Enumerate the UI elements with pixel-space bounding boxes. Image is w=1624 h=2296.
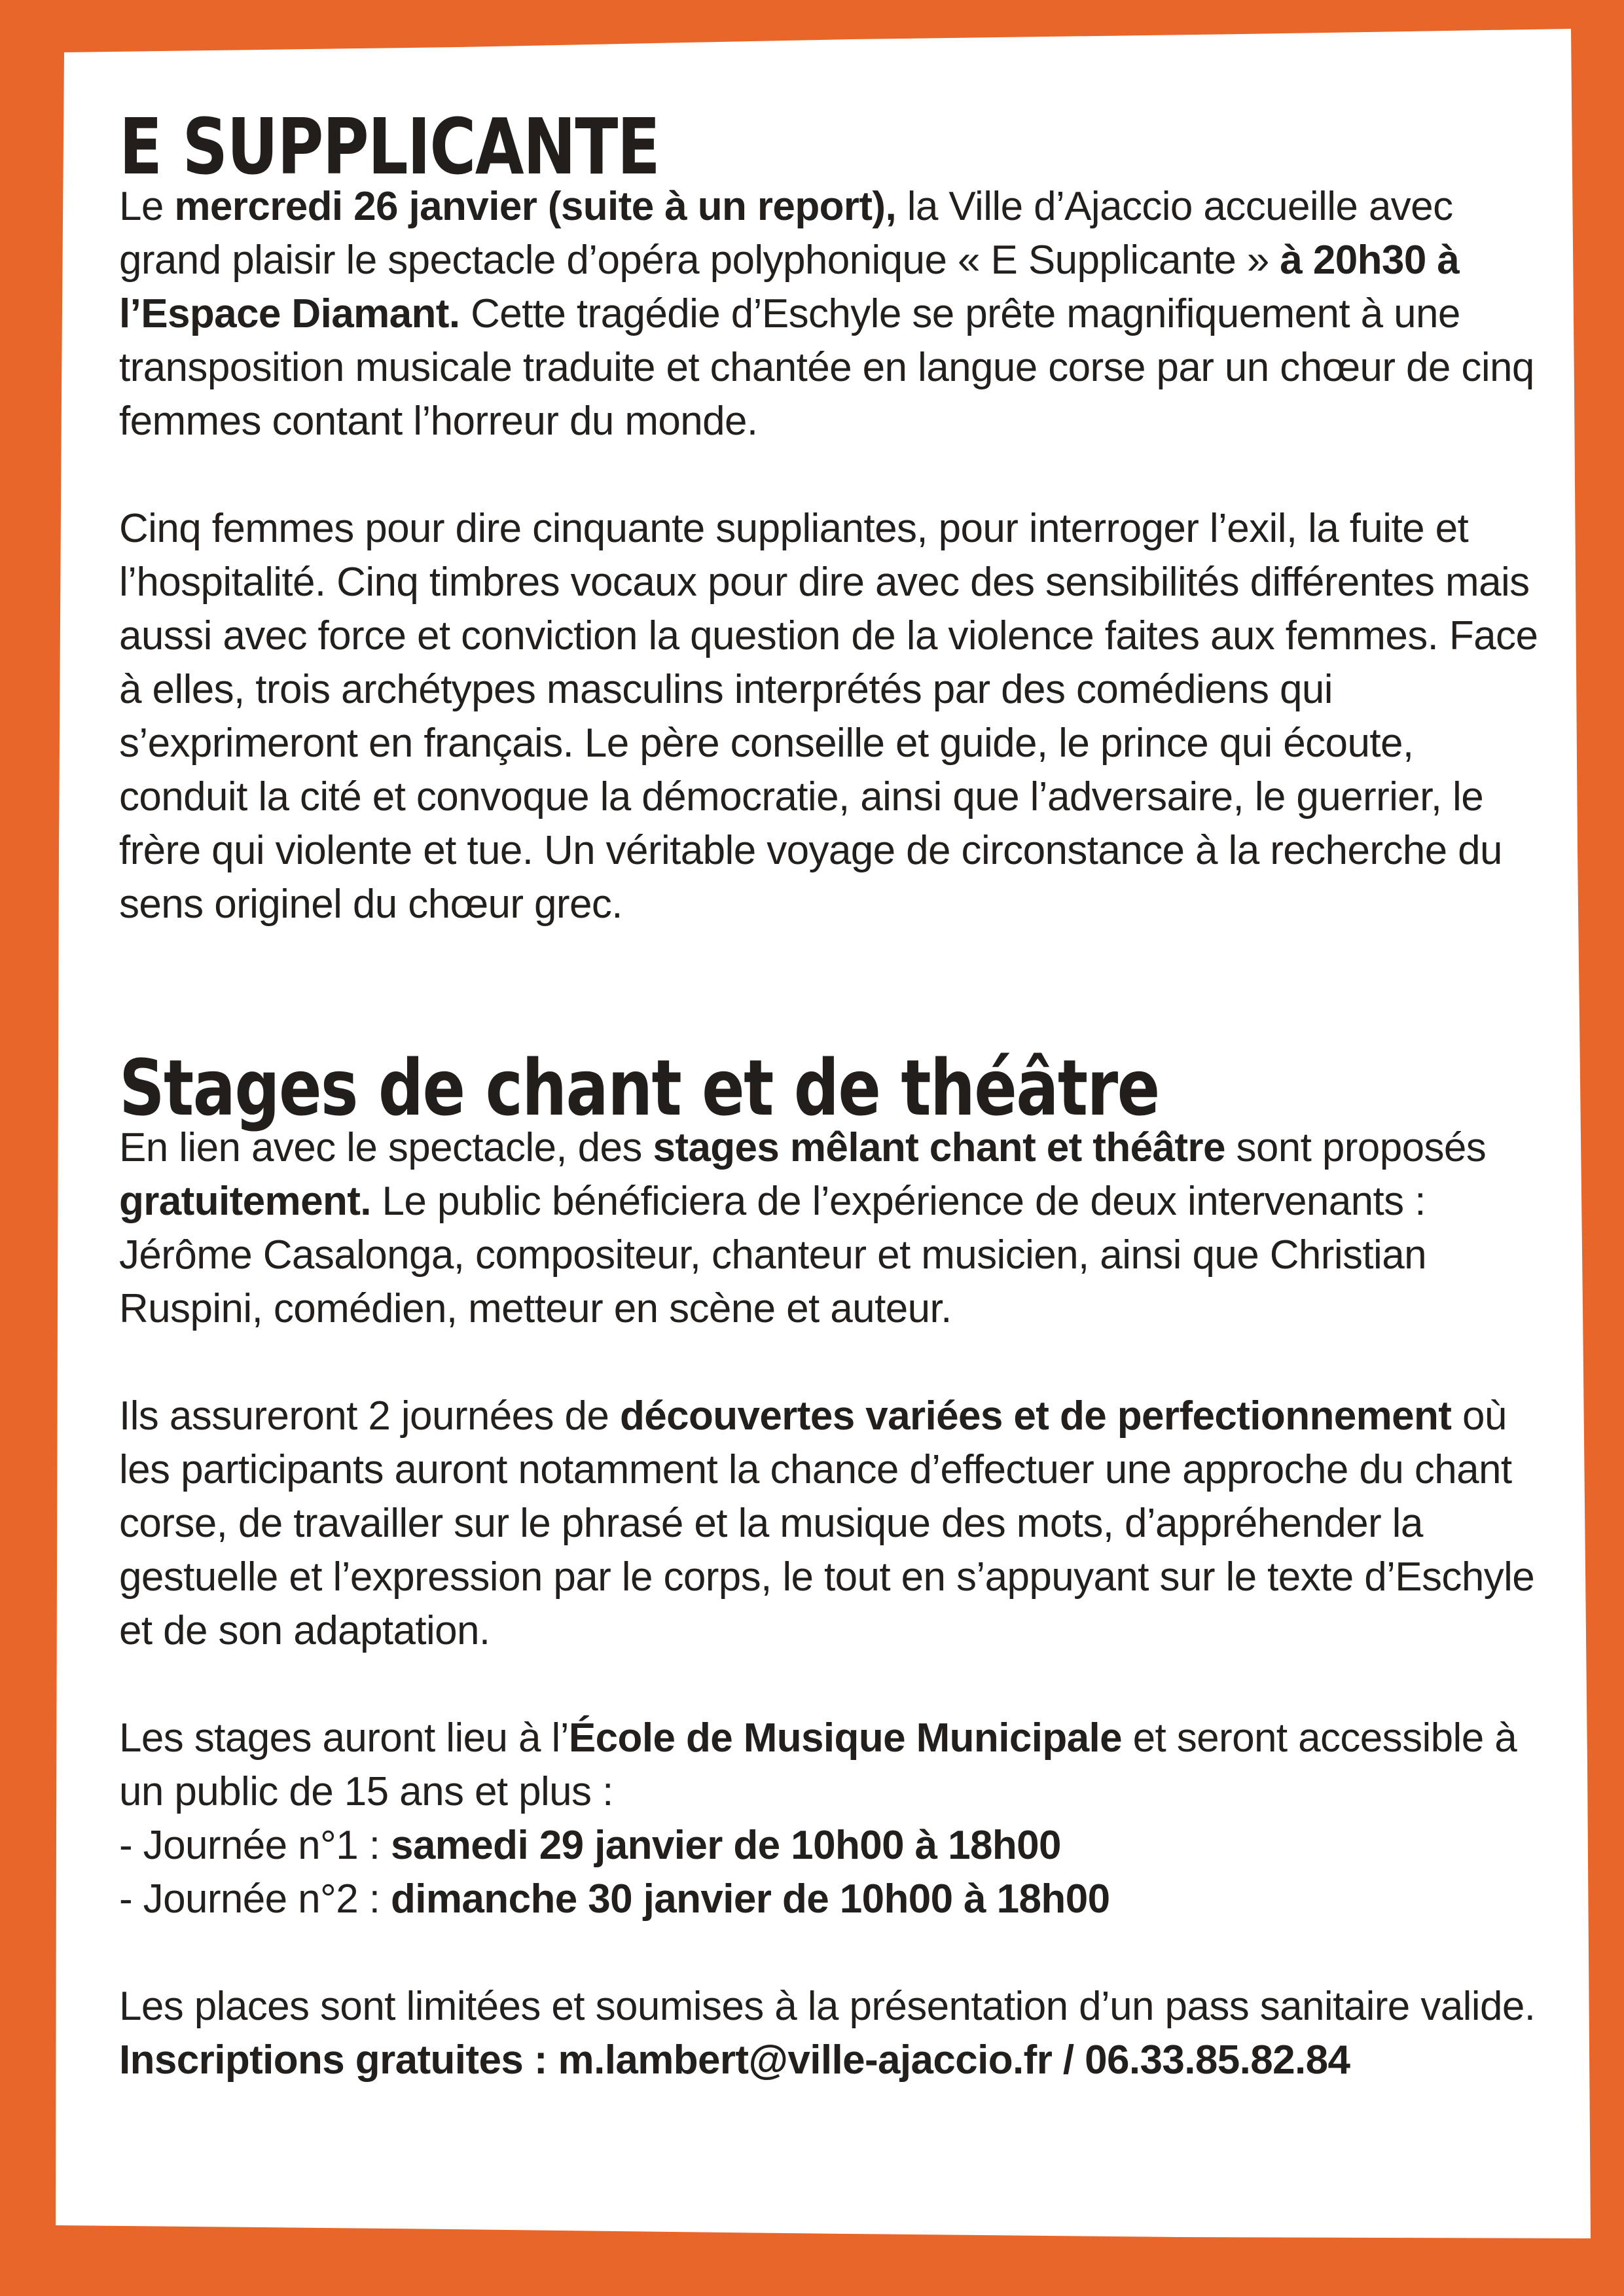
section-title-stages: Stages de chant et de théâtre	[119, 1043, 1159, 1133]
document-body	[119, 101, 1540, 2087]
paragraph-stages-intro: En lien avec le spectacle, des stages mêlant chant et théâtre sont proposés gratuitement. Le public bénéficiera de l’expérience de deux intervenants : Jérôme Casalonga, compositeur, chanteur et musicien, ainsi que Christian Ruspini, comédien, metteur en scène et auteur.	[119, 1125, 1487, 1331]
list-item-day-1: - Journée n°1 : samedi 29 janvier de 10h00 à 18h00	[119, 1823, 1061, 1868]
paragraph-event-intro: Le mercredi 26 janvier (suite à un report), la Ville d’Ajaccio accueille avec grand plaisir le spectacle d’opéra polyphonique « E Supplicante » à 20h30 à l’Espace Diamant. Cette tragédie d’Eschyle se prête magnifiquement à une transposition musicale traduite et chantée en langue corse par un chœur de cinq femmes contant l’horreur du monde.	[119, 184, 1534, 444]
paragraph-places-limited: Les places sont limitées et soumises à la présentation d’un pass sanitaire valide. Inscriptions gratuites : m.lambert@ville-ajaccio.fr / 06.33.85.82.84	[119, 1980, 1540, 2087]
paragraph-stages-location: Les stages auront lieu à l’École de Musique Municipale et seront accessible à un public de 15 ans et plus : - Journée n°1 : samedi 29 janvier de 10h00 à 18h00 - Journée n°2 : dimanche 30 janvier de 10h00 à 18h00	[119, 1712, 1540, 1926]
contact-line: Inscriptions gratuites : m.lambert@ville-ajaccio.fr / 06.33.85.82.84	[119, 2037, 1350, 2083]
paragraph-event-description: Cinq femmes pour dire cinquante suppliantes, pour interroger l’exil, la fuite et l’hospitalité. Cinq timbres vocaux pour dire avec des sensibilités différentes mais aussi avec force et conviction la question de la violence faites aux femmes. Face à elles, trois archétypes masculins interprétés par des comédiens qui s’exprimeront en français. Le père conseille et guide, le prince qui écoute, conduit la cité et convoque la démocratie, ainsi que l’adversaire, le guerrier, le frère qui violente et tue. Un véritable voyage de circonstance à la recherche du sens originel du chœur grec.	[119, 506, 1538, 927]
section-title-e-supplicante: E SUPPLICANTE	[119, 101, 660, 192]
list-item-day-2: - Journée n°2 : dimanche 30 janvier de 10h00 à 18h00	[119, 1876, 1110, 1922]
paragraph-stages-content: Ils assureront 2 journées de découvertes variées et de perfectionnement où les participants auront notamment la chance d’effectuer une approche du chant corse, de travailler sur le phrasé et la musique des mots, d’appréhender la gestuelle et l’expression par le corps, le tout en s’appuyant sur le texte d’Eschyle et de son adaptation.	[119, 1393, 1535, 1653]
